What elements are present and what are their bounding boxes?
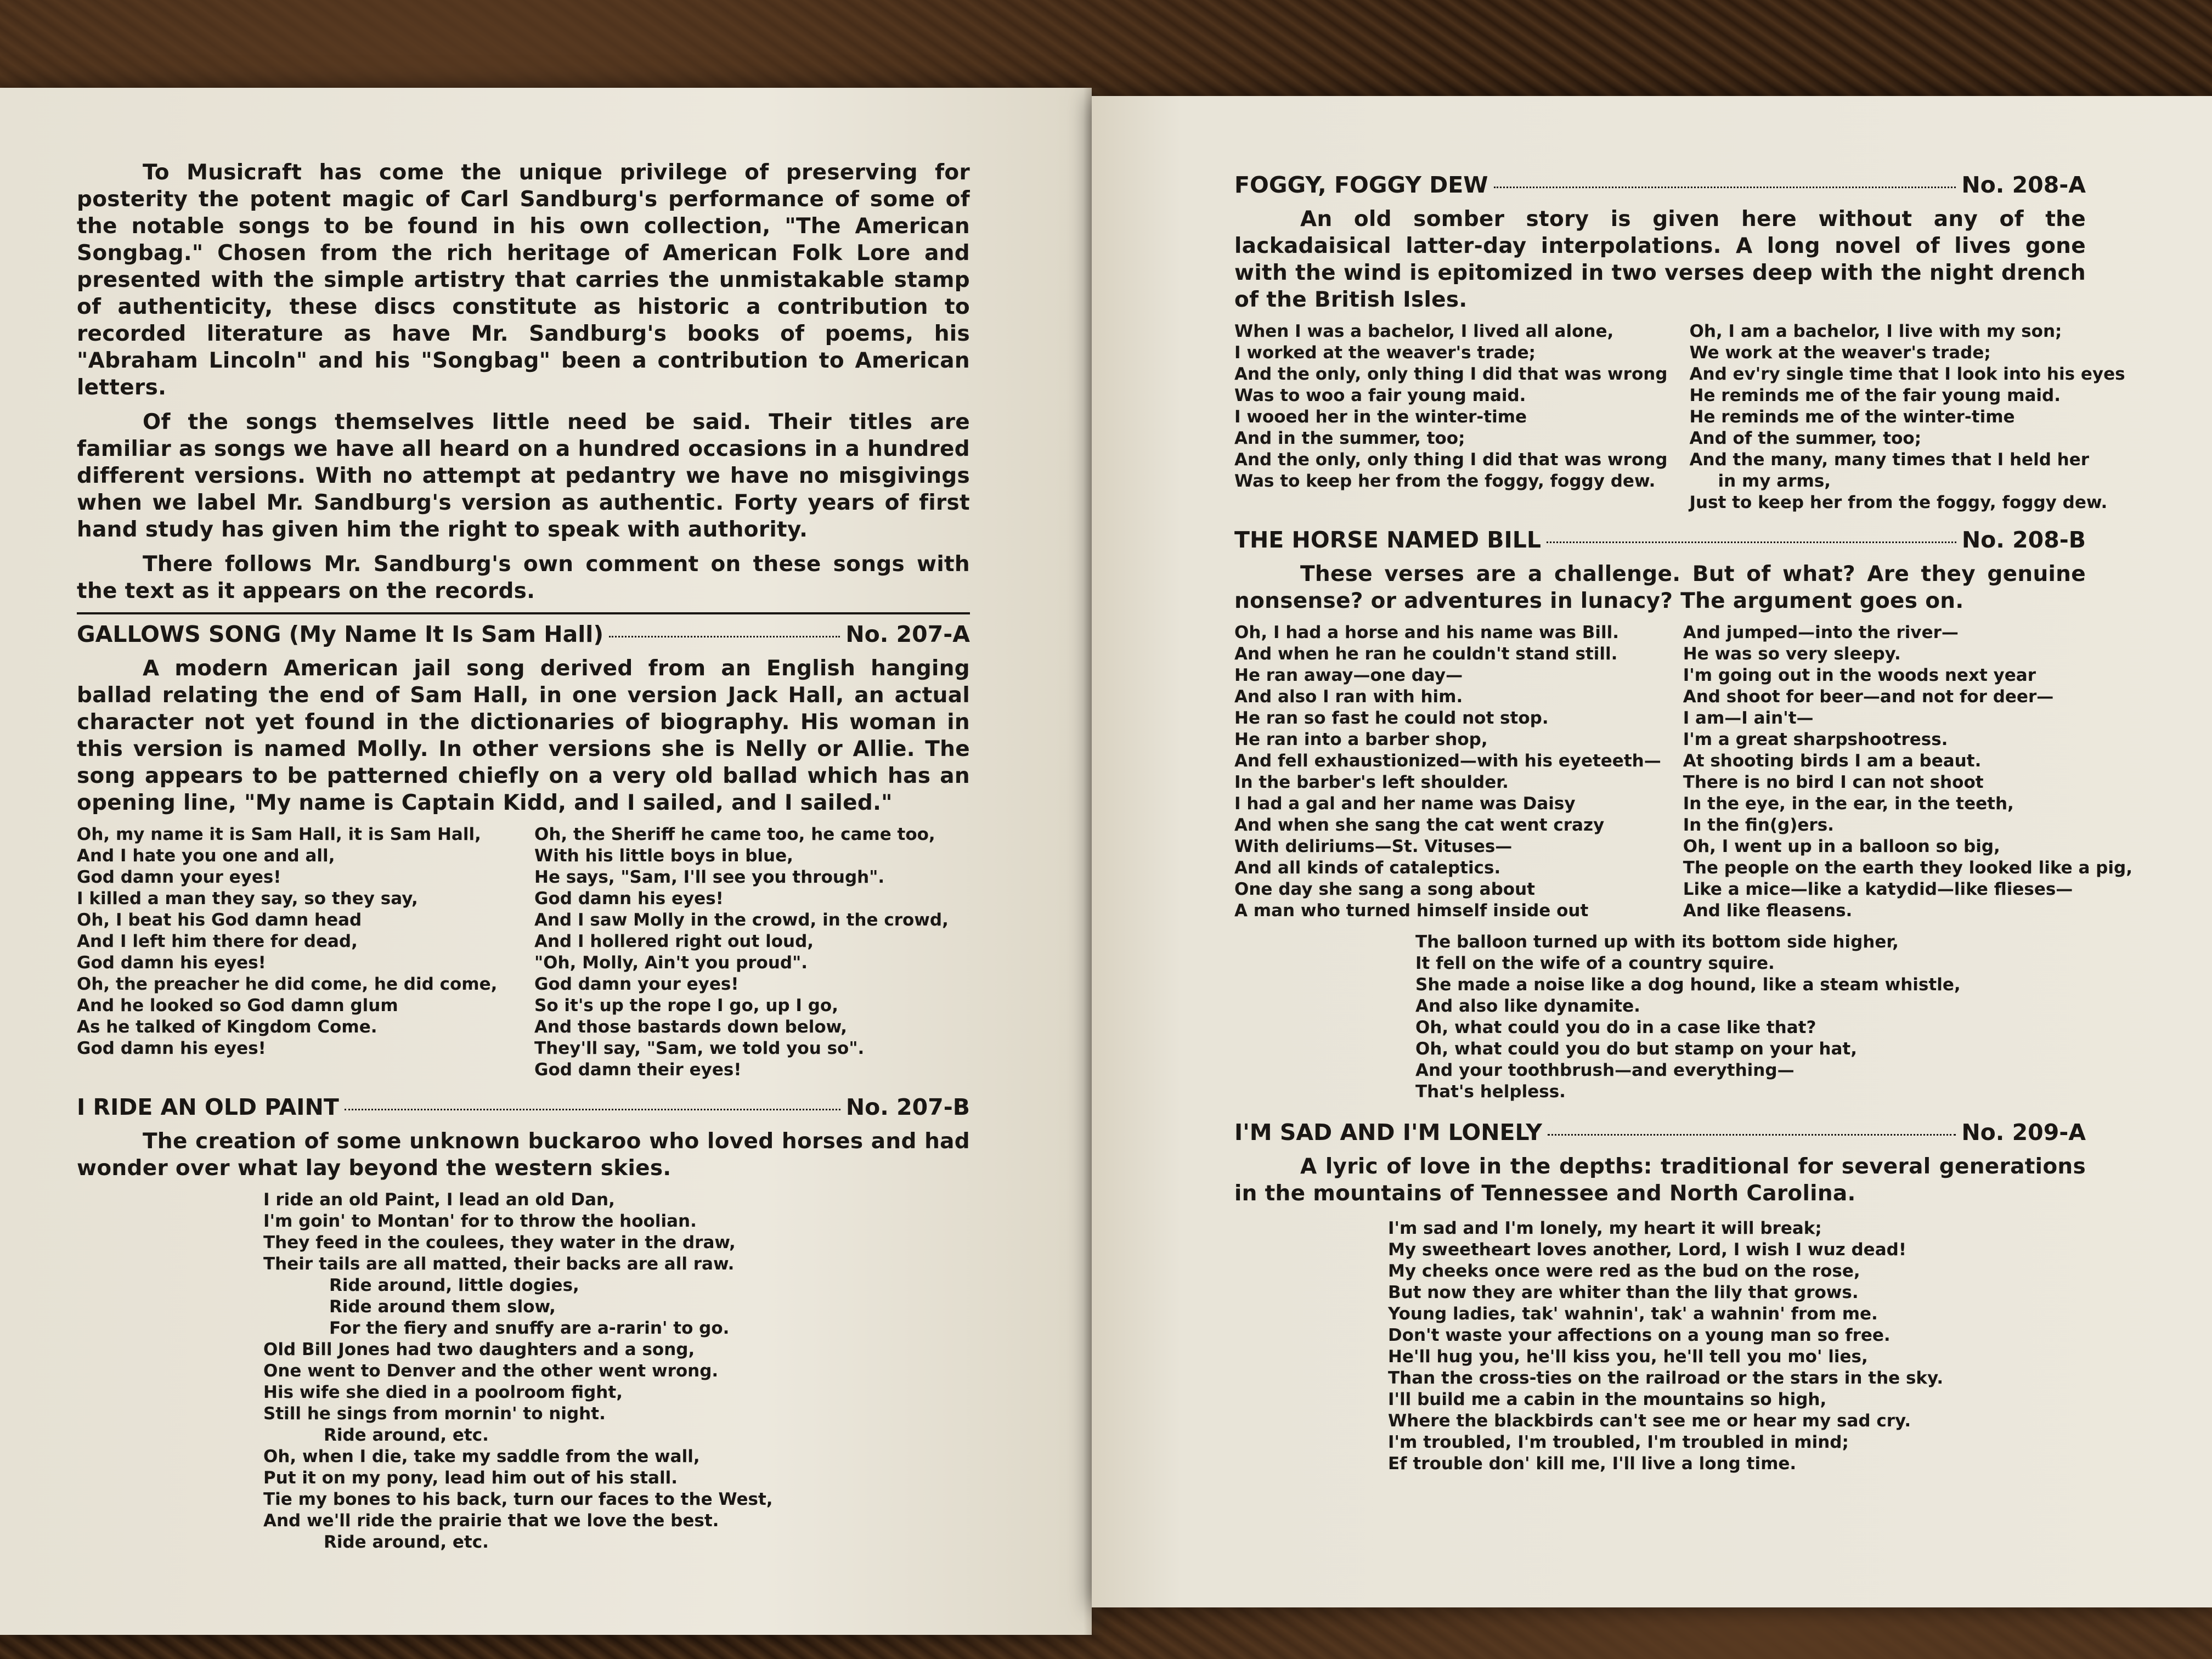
lyric-line: And he looked so God damn glum [77, 996, 398, 1015]
lyric-line: She made a noise like a dog hound, like a steam whistle, [1415, 975, 1961, 995]
lyric-line: Ride around, etc. [324, 1425, 489, 1445]
lyric-line: God damn your eyes! [534, 974, 739, 994]
section-divider [77, 612, 970, 614]
foggy-dew-lyrics [1234, 321, 2125, 514]
lyric-line: A man who turned himself inside out [1234, 901, 1589, 921]
lyric-line: And the many, many times that I held her [1689, 450, 2090, 470]
gallows-song-number: No. 207-A [845, 621, 970, 647]
lyric-line: They feed in the coulees, they water in the draw, [263, 1233, 736, 1252]
lyric-line: I killed a man they say, so they say, [77, 889, 418, 909]
lyric-line: His wife she died in a poolroom fight, [263, 1383, 623, 1402]
lyric-line: And in the summer, too; [1234, 428, 1465, 448]
lyric-line: I'm troubled, I'm troubled, I'm troubled in mind; [1388, 1432, 1849, 1452]
old-paint-heading [77, 1094, 970, 1120]
lyric-line: God damn their eyes! [534, 1060, 742, 1080]
horse-bill-final-verse [1234, 932, 2086, 1103]
lyric-line: There is no bird I can not shoot [1683, 772, 1984, 792]
lyric-line: In the barber's left shoulder. [1234, 772, 1509, 792]
lyric-line: Was to woo a fair young maid. [1234, 386, 1526, 405]
lyric-line: That's helpless. [1415, 1082, 1566, 1102]
lyric-line: And I hate you one and all, [77, 846, 335, 866]
horse-lyrics-column-1 [1234, 622, 1661, 922]
old-paint-number: No. 207-B [845, 1094, 970, 1120]
lyric-line: I worked at the weaver's trade; [1234, 343, 1536, 363]
sad-lonely-description: A lyric of love in the depths: traditional for several generations in the mountains of Tennessee and North Carolina. [1234, 1154, 2086, 1206]
sad-lonely-lyrics [1234, 1218, 2086, 1475]
lyric-line: For the fiery and snuffy are a-rarin' to go. [329, 1318, 730, 1338]
lyric-line: Oh, I beat his God damn head [77, 910, 362, 930]
lyric-line: Tie my bones to his back, turn our faces to the West, [263, 1489, 773, 1509]
lyric-line: I'm goin' to Montan' for to throw the hoolian. [263, 1211, 697, 1231]
lyric-line: God damn his eyes! [534, 889, 724, 909]
lyric-line: So it's up the rope I go, up I go, [534, 996, 838, 1015]
horse-lyrics-column-2 [1683, 622, 2132, 922]
lyric-line: God damn your eyes! [77, 867, 281, 887]
lyric-line: Oh, I went up in a balloon so big, [1683, 837, 2000, 856]
lyric-line: I'm going out in the woods next year [1683, 665, 2036, 685]
lyric-line: He was so very sleepy. [1683, 644, 1901, 664]
lyric-line: Still he sings from mornin' to night. [263, 1404, 606, 1424]
lyric-line: We work at the weaver's trade; [1689, 343, 1991, 363]
lyric-line: Oh, the preacher he did come, he did come, [77, 974, 498, 994]
dotted-leader [1547, 541, 1956, 543]
lyric-line: And jumped—into the river— [1683, 623, 1959, 642]
lyric-line: Ef trouble don' kill me, I'll live a long time. [1388, 1454, 1797, 1474]
lyric-line: Just to keep her from the foggy, foggy dew. [1689, 493, 2108, 512]
dotted-leader [1548, 1134, 1956, 1136]
sad-lonely-title: I'M SAD AND I'M LONELY [1234, 1119, 1542, 1146]
lyric-line: And those bastards down below, [534, 1017, 848, 1037]
lyric-line: God damn his eyes! [77, 1039, 266, 1058]
lyric-line: And when she sang the cat went crazy [1234, 815, 1605, 835]
lyric-line: He'll hug you, he'll kiss you, he'll tell you mo' lies, [1388, 1347, 1868, 1367]
lyric-line: At shooting birds I am a beaut. [1683, 751, 1982, 771]
lyric-line: Oh, my name it is Sam Hall, it is Sam Hall, [77, 825, 481, 844]
lyric-line: One day she sang a song about [1234, 879, 1535, 899]
lyric-line: And shoot for beer—and not for deer— [1683, 687, 2054, 707]
lyric-line: He ran so fast he could not stop. [1234, 708, 1549, 728]
lyric-line: Old Bill Jones had two daughters and a song, [263, 1340, 695, 1359]
lyric-line: In the fin(g)ers. [1683, 815, 1834, 835]
lyric-line: Put it on my pony, lead him out of his stall. [263, 1468, 678, 1488]
lyric-line: Was to keep her from the foggy, foggy dew. [1234, 471, 1656, 491]
horse-bill-number: No. 208-B [1961, 527, 2086, 553]
foggy-dew-number: No. 208-A [1961, 172, 2086, 198]
foggy-lyrics-column-1 [1234, 321, 1668, 514]
gallows-song-title: GALLOWS SONG (My Name It Is Sam Hall) [77, 621, 604, 647]
lyric-line: And like fleasens. [1683, 901, 1853, 921]
lyric-line: Where the blackbirds can't see me or hear my sad cry. [1388, 1411, 1911, 1431]
lyric-line: My cheeks once were red as the bud on the rose, [1388, 1261, 1860, 1281]
lyric-line: But now they are whiter than the lily that grows. [1388, 1283, 1859, 1302]
lyric-line: I'm a great sharpshootress. [1683, 730, 1948, 749]
lyric-line: Ride around them slow, [329, 1297, 556, 1317]
lyric-line: And your toothbrush—and everything— [1415, 1060, 1795, 1080]
gallows-lyrics-column-2 [534, 824, 970, 1081]
horse-bill-lyrics [1234, 622, 2132, 922]
lyric-line: And also I ran with him. [1234, 687, 1463, 707]
dotted-leader [345, 1109, 840, 1110]
lyric-line: The balloon turned up with its bottom side higher, [1415, 932, 1899, 952]
lyric-line: Oh, the Sheriff he came too, he came too, [534, 825, 935, 844]
lyric-line: Oh, what could you do but stamp on your hat, [1415, 1039, 1857, 1059]
lyric-line: And also like dynamite. [1415, 996, 1640, 1016]
lyric-line: And when he ran he couldn't stand still. [1234, 644, 1618, 664]
foggy-dew-title: FOGGY, FOGGY DEW [1234, 172, 1488, 198]
lyric-line: "Oh, Molly, Ain't you proud". [534, 953, 808, 973]
lyric-line: And the only, only thing I did that was wrong [1234, 364, 1668, 384]
lyric-line: I had a gal and her name was Daisy [1234, 794, 1576, 814]
intro-paragraph-1: To Musicraft has come the unique privilege of preserving for posterity the potent magic of Carl Sandburg's performance of some of the notable songs to be found in his own collection, "The American Songbag." Chosen from the rich heritage of American Folk Lore and presented with the simple artistry that carries the unmistakable stamp of authenticity, these discs constitute as historic a contribution to recorded literature as have Mr. Sandburg's books of poems, his "Abraham Lincoln" and his "Songbag" been a contribution to American letters. [77, 160, 970, 400]
lyric-line: I am—I ain't— [1683, 708, 1814, 728]
lyric-line: With deliriums—St. Vituses— [1234, 837, 1513, 856]
horse-bill-description: These verses are a challenge. But of what? Are they genuine nonsense? or adventures in lunacy? The argument goes on. [1234, 562, 2086, 613]
gallows-song-description: A modern American jail song derived from an English hanging ballad relating the end of Sam Hall, in one version Jack Hall, an actual character not yet found in the dictionaries of biography. His woman in this version is named Molly. In other versions she is Nelly or Allie. The song appears to be patterned chiefly on a very old ballad which has an opening line, "My name is Captain Kidd, and I sailed, and I sailed." [77, 656, 970, 815]
lyric-line: And I left him there for dead, [77, 932, 358, 951]
lyric-line: And ev'ry single time that I look into his eyes [1689, 364, 2125, 384]
lyric-line: He ran into a barber shop, [1234, 730, 1488, 749]
lyric-line: And all kinds of cataleptics. [1234, 858, 1501, 878]
lyric-line: He ran away—one day— [1234, 665, 1463, 685]
lyric-line: He reminds me of the fair young maid. [1689, 386, 2061, 405]
lyric-line: He reminds me of the winter-time [1689, 407, 2015, 427]
lyric-line: And fell exhaustionized—with his eyeteeth— [1234, 751, 1661, 771]
right-page [1092, 96, 2212, 1607]
lyric-line: One went to Denver and the other went wrong. [263, 1361, 719, 1381]
lyric-line: Oh, what could you do in a case like that? [1415, 1018, 1816, 1037]
lyric-line: As he talked of Kingdom Come. [77, 1017, 377, 1037]
lyric-line: It fell on the wife of a country squire. [1415, 953, 1775, 973]
gallows-lyrics-column-1 [77, 824, 512, 1081]
lyric-line: Ride around, little dogies, [329, 1276, 579, 1295]
dotted-leader [1494, 187, 1956, 188]
sad-lonely-number: No. 209-A [1961, 1119, 2086, 1146]
lyric-line: I'm sad and I'm lonely, my heart it will break; [1388, 1218, 1822, 1238]
lyric-line: I wooed her in the winter-time [1234, 407, 1527, 427]
gallows-song-heading [77, 621, 970, 647]
lyric-line: I ride an old Paint, I lead an old Dan, [263, 1190, 615, 1210]
lyric-line: Than the cross-ties on the railroad or the stars in the sky. [1388, 1368, 1944, 1388]
lyric-line: Oh, I am a bachelor, I live with my son; [1689, 321, 2062, 341]
lyric-line: They'll say, "Sam, we told you so". [534, 1039, 865, 1058]
foggy-dew-heading [1234, 172, 2086, 198]
gallows-song-lyrics [77, 824, 970, 1081]
lyric-line: Like a mice—like a katydid—like flieses— [1683, 879, 2073, 899]
lyric-line: in my arms, [1718, 471, 1831, 491]
sad-lonely-heading [1234, 1119, 2086, 1146]
old-paint-lyrics [77, 1189, 970, 1553]
lyric-line: He says, "Sam, I'll see you through". [534, 867, 885, 887]
left-page [0, 88, 1092, 1635]
lyric-line: Their tails are all matted, their backs are all raw. [263, 1254, 735, 1274]
lyric-line: And I hollered right out loud, [534, 932, 814, 951]
lyric-line: Oh, I had a horse and his name was Bill. [1234, 623, 1620, 642]
foggy-lyrics-column-2 [1690, 321, 2125, 514]
lyric-line: And I saw Molly in the crowd, in the crowd, [534, 910, 949, 930]
horse-bill-heading [1234, 527, 2086, 553]
lyric-line: The people on the earth they looked like a pig, [1683, 858, 2132, 878]
lyric-line: Ride around, etc. [324, 1532, 489, 1552]
old-paint-description: The creation of some unknown buckaroo who loved horses and had wonder over what lay beyond the western skies. [77, 1129, 970, 1181]
lyric-line: And of the summer, too; [1689, 428, 1922, 448]
intro-paragraph-2: Of the songs themselves little need be said. Their titles are familiar as songs we have all heard on a hundred occasions in a hundred different versions. With no attempt at pedantry we have no misgivings when we label Mr. Sandburg's version as authentic. Forty years of first hand study has given him the right to speak with authority. [77, 410, 970, 542]
lyric-line: When I was a bachelor, I lived all alone, [1234, 321, 1614, 341]
horse-bill-title: THE HORSE NAMED BILL [1234, 527, 1542, 553]
lyric-line: I'll build me a cabin in the mountains so high, [1388, 1390, 1827, 1409]
old-paint-title: I RIDE AN OLD PAINT [77, 1094, 339, 1120]
lyric-line: In the eye, in the ear, in the teeth, [1683, 794, 2014, 814]
lyric-line: Oh, when I die, take my saddle from the wall, [263, 1447, 700, 1466]
lyric-line: My sweetheart loves another, Lord, I wish I wuz dead! [1388, 1240, 1906, 1260]
lyric-line: And we'll ride the prairie that we love the best. [263, 1511, 719, 1531]
lyric-line: And the only, only thing I did that was wrong [1234, 450, 1668, 470]
intro-paragraph-3: There follows Mr. Sandburg's own comment on these songs with the text as it appears on the records. [77, 552, 970, 603]
lyric-line: God damn his eyes! [77, 953, 266, 973]
lyric-line: Young ladies, tak' wahnin', tak' a wahnin' from me. [1388, 1304, 1878, 1324]
lyric-line: With his little boys in blue, [534, 846, 793, 866]
lyric-line: Don't waste your affections on a young man so free. [1388, 1325, 1891, 1345]
foggy-dew-description: An old somber story is given here without any of the lackadaisical latter-day interpolations. A long novel of lives gone with the wind is epitomized in two verses deep with the night drench of the British Isles. [1234, 207, 2086, 312]
dotted-leader [609, 636, 840, 637]
